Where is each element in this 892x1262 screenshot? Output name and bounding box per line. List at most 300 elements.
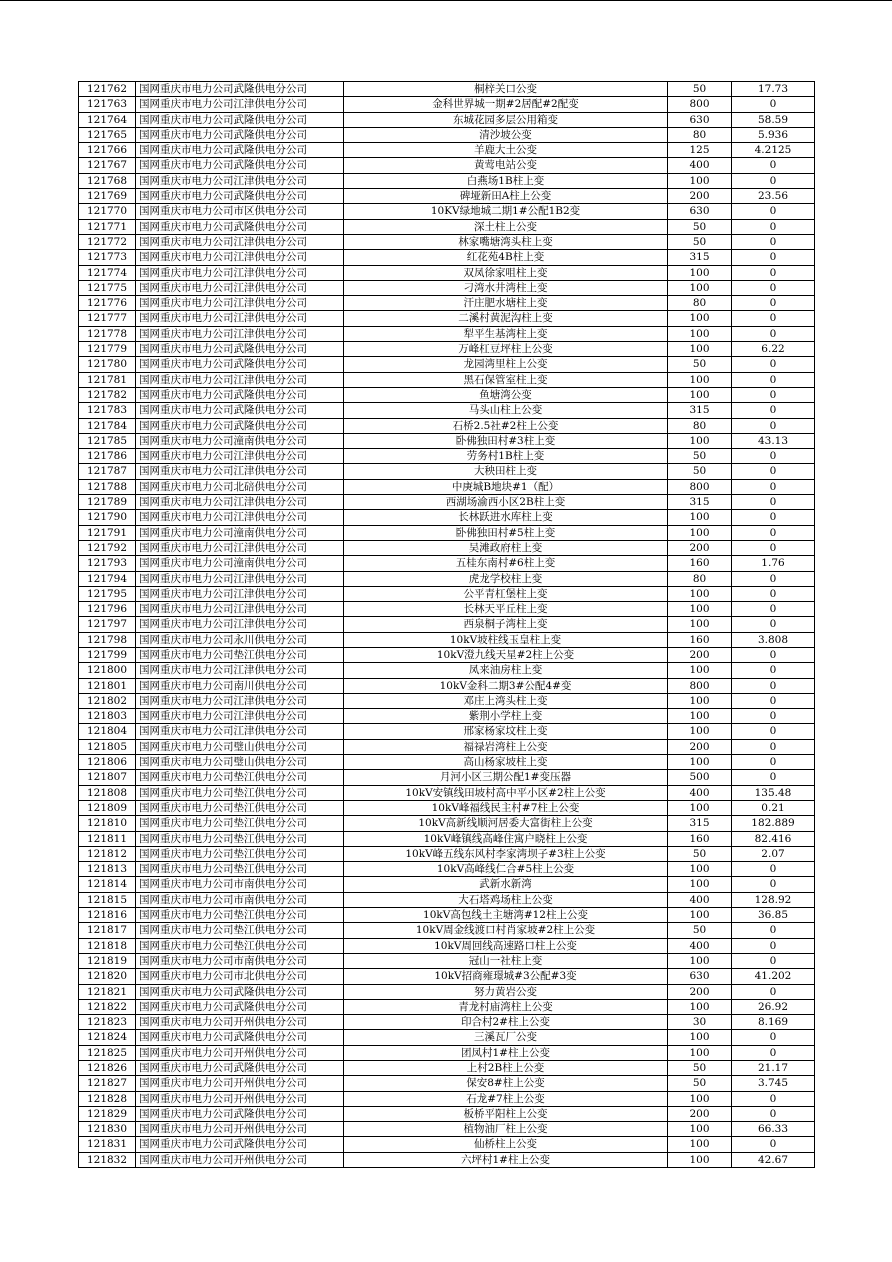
station-name: 万峰杠豆坪柱上公变 xyxy=(344,342,668,357)
row-id: 121769 xyxy=(79,189,136,204)
load-value: 0 xyxy=(732,418,815,433)
load-value: 0 xyxy=(732,1137,815,1152)
table-row xyxy=(79,127,815,142)
capacity-value: 630 xyxy=(668,204,732,219)
load-value: 0 xyxy=(732,1091,815,1106)
company-name: 国网重庆市电力公司江津供电分公司 xyxy=(136,495,344,510)
station-name: 10kV金科二期3#公配4#变 xyxy=(344,678,668,693)
station-name: 林家嘴塘湾头柱上变 xyxy=(344,234,668,249)
station-name: 黑石保管室柱上变 xyxy=(344,372,668,387)
load-value: 0 xyxy=(732,938,815,953)
table-row xyxy=(79,204,815,219)
capacity-value: 100 xyxy=(668,709,732,724)
row-id: 121785 xyxy=(79,433,136,448)
company-name: 国网重庆市电力公司江津供电分公司 xyxy=(136,693,344,708)
row-id: 121787 xyxy=(79,464,136,479)
load-value: 3.745 xyxy=(732,1076,815,1091)
capacity-value: 50 xyxy=(668,219,732,234)
capacity-value: 200 xyxy=(668,984,732,999)
table-row xyxy=(79,158,815,173)
row-id: 121782 xyxy=(79,387,136,402)
row-id: 121829 xyxy=(79,1106,136,1121)
capacity-value: 100 xyxy=(668,510,732,525)
capacity-value: 50 xyxy=(668,1061,732,1076)
capacity-value: 100 xyxy=(668,1091,732,1106)
load-value: 0.21 xyxy=(732,800,815,815)
load-value: 128.92 xyxy=(732,892,815,907)
station-name: 羊鹿大土公变 xyxy=(344,143,668,158)
company-name: 国网重庆市电力公司江津供电分公司 xyxy=(136,602,344,617)
table-row xyxy=(79,449,815,464)
capacity-value: 630 xyxy=(668,112,732,127)
row-id: 121812 xyxy=(79,846,136,861)
row-id: 121778 xyxy=(79,326,136,341)
load-value: 23.56 xyxy=(732,189,815,204)
company-name: 国网重庆市电力公司江津供电分公司 xyxy=(136,617,344,632)
load-value: 4.2125 xyxy=(732,143,815,158)
station-name: 月河小区三期公配1#变压器 xyxy=(344,770,668,785)
load-value: 41.202 xyxy=(732,969,815,984)
load-value: 0 xyxy=(732,403,815,418)
row-id: 121818 xyxy=(79,938,136,953)
load-value: 0 xyxy=(732,647,815,662)
capacity-value: 160 xyxy=(668,556,732,571)
table-row xyxy=(79,586,815,601)
table-row xyxy=(79,387,815,402)
station-name: 三溪瓦厂公变 xyxy=(344,1030,668,1045)
row-id: 121792 xyxy=(79,540,136,555)
capacity-value: 100 xyxy=(668,999,732,1014)
station-name: 红花苑4B柱上变 xyxy=(344,250,668,265)
row-id: 121815 xyxy=(79,892,136,907)
capacity-value: 100 xyxy=(668,586,732,601)
capacity-value: 100 xyxy=(668,724,732,739)
row-id: 121804 xyxy=(79,724,136,739)
station-name: 鱼塘湾公变 xyxy=(344,387,668,402)
load-value: 0 xyxy=(732,953,815,968)
capacity-value: 50 xyxy=(668,357,732,372)
company-name: 国网重庆市电力公司垫江供电分公司 xyxy=(136,923,344,938)
table-row xyxy=(79,173,815,188)
load-value: 0 xyxy=(732,724,815,739)
load-value: 135.48 xyxy=(732,785,815,800)
station-name: 汗庄肥水塘柱上变 xyxy=(344,296,668,311)
capacity-value: 400 xyxy=(668,938,732,953)
station-name: 卧佛独田村#5柱上变 xyxy=(344,525,668,540)
capacity-value: 80 xyxy=(668,296,732,311)
station-name: 10kV高包线土主塘湾#12柱上公变 xyxy=(344,908,668,923)
load-value: 2.07 xyxy=(732,846,815,861)
capacity-value: 200 xyxy=(668,1106,732,1121)
station-name: 大秧田柱上变 xyxy=(344,464,668,479)
capacity-value: 315 xyxy=(668,403,732,418)
row-id: 121798 xyxy=(79,632,136,647)
load-value: 0 xyxy=(732,571,815,586)
table-row xyxy=(79,999,815,1014)
table-row xyxy=(79,433,815,448)
capacity-value: 400 xyxy=(668,785,732,800)
station-name: 10kV周回线高速路口柱上公变 xyxy=(344,938,668,953)
capacity-value: 100 xyxy=(668,525,732,540)
table-row xyxy=(79,693,815,708)
station-name: 邢家杨家坟柱上变 xyxy=(344,724,668,739)
row-id: 121764 xyxy=(79,112,136,127)
table-row xyxy=(79,357,815,372)
load-value: 43.13 xyxy=(732,433,815,448)
capacity-value: 80 xyxy=(668,418,732,433)
row-id: 121771 xyxy=(79,219,136,234)
company-name: 国网重庆市电力公司垫江供电分公司 xyxy=(136,800,344,815)
load-value: 0 xyxy=(732,984,815,999)
table-row xyxy=(79,800,815,815)
row-id: 121831 xyxy=(79,1137,136,1152)
row-id: 121824 xyxy=(79,1030,136,1045)
company-name: 国网重庆市电力公司江津供电分公司 xyxy=(136,510,344,525)
table-row xyxy=(79,479,815,494)
row-id: 121814 xyxy=(79,877,136,892)
table-row xyxy=(79,510,815,525)
load-value: 0 xyxy=(732,1045,815,1060)
table-row xyxy=(79,1137,815,1152)
company-name: 国网重庆市电力公司江津供电分公司 xyxy=(136,97,344,112)
load-value: 0 xyxy=(732,495,815,510)
capacity-value: 200 xyxy=(668,647,732,662)
station-name: 紫荆小学柱上变 xyxy=(344,709,668,724)
company-name: 国网重庆市电力公司武隆供电分公司 xyxy=(136,189,344,204)
station-name: 10kV峰镇线高峰住寓户晓柱上公变 xyxy=(344,831,668,846)
row-id: 121819 xyxy=(79,953,136,968)
load-value: 17.73 xyxy=(732,82,815,97)
row-id: 121827 xyxy=(79,1076,136,1091)
table-row xyxy=(79,1076,815,1091)
capacity-value: 160 xyxy=(668,632,732,647)
table-row xyxy=(79,280,815,295)
table-row xyxy=(79,219,815,234)
load-value: 66.33 xyxy=(732,1122,815,1137)
station-name: 六坪村1#柱上公变 xyxy=(344,1152,668,1167)
table-row xyxy=(79,1091,815,1106)
row-id: 121825 xyxy=(79,1045,136,1060)
table-row xyxy=(79,1061,815,1076)
capacity-value: 160 xyxy=(668,831,732,846)
table-row xyxy=(79,663,815,678)
company-name: 国网重庆市电力公司武隆供电分公司 xyxy=(136,1061,344,1076)
row-id: 121770 xyxy=(79,204,136,219)
station-name: 印合村2#柱上公变 xyxy=(344,1015,668,1030)
station-name: 大石塔鸡场柱上公变 xyxy=(344,892,668,907)
row-id: 121791 xyxy=(79,525,136,540)
capacity-value: 100 xyxy=(668,372,732,387)
row-id: 121780 xyxy=(79,357,136,372)
load-value: 0 xyxy=(732,1106,815,1121)
company-name: 国网重庆市电力公司垫江供电分公司 xyxy=(136,846,344,861)
company-name: 国网重庆市电力公司武隆供电分公司 xyxy=(136,403,344,418)
row-id: 121772 xyxy=(79,234,136,249)
company-name: 国网重庆市电力公司武隆供电分公司 xyxy=(136,387,344,402)
table-row xyxy=(79,418,815,433)
capacity-value: 100 xyxy=(668,265,732,280)
row-id: 121820 xyxy=(79,969,136,984)
capacity-value: 100 xyxy=(668,602,732,617)
load-value: 0 xyxy=(732,250,815,265)
load-value: 0 xyxy=(732,479,815,494)
load-value: 6.22 xyxy=(732,342,815,357)
row-id: 121802 xyxy=(79,693,136,708)
table-row xyxy=(79,143,815,158)
load-value: 0 xyxy=(732,540,815,555)
company-name: 国网重庆市电力公司开州供电分公司 xyxy=(136,1152,344,1167)
company-name: 国网重庆市电力公司开州供电分公司 xyxy=(136,1091,344,1106)
table-row xyxy=(79,571,815,586)
load-value: 0 xyxy=(732,234,815,249)
row-id: 121808 xyxy=(79,785,136,800)
table-row xyxy=(79,540,815,555)
table-row xyxy=(79,525,815,540)
company-name: 国网重庆市电力公司江津供电分公司 xyxy=(136,173,344,188)
load-value: 0 xyxy=(732,311,815,326)
row-id: 121797 xyxy=(79,617,136,632)
company-name: 国网重庆市电力公司武隆供电分公司 xyxy=(136,158,344,173)
row-id: 121786 xyxy=(79,449,136,464)
station-name: 保安8#柱上公变 xyxy=(344,1076,668,1091)
table-row xyxy=(79,602,815,617)
company-name: 国网重庆市电力公司武隆供电分公司 xyxy=(136,82,344,97)
load-value: 0 xyxy=(732,709,815,724)
load-value: 0 xyxy=(732,265,815,280)
company-name: 国网重庆市电力公司江津供电分公司 xyxy=(136,311,344,326)
load-value: 0 xyxy=(732,862,815,877)
table-row xyxy=(79,647,815,662)
station-name: 福禄岩湾柱上公变 xyxy=(344,739,668,754)
load-value: 0 xyxy=(732,678,815,693)
station-name: 马头山柱上公变 xyxy=(344,403,668,418)
row-id: 121799 xyxy=(79,647,136,662)
station-name: 长林跃进水库柱上变 xyxy=(344,510,668,525)
table-row xyxy=(79,724,815,739)
capacity-value: 800 xyxy=(668,97,732,112)
table-row xyxy=(79,464,815,479)
table-row xyxy=(79,709,815,724)
capacity-value: 100 xyxy=(668,311,732,326)
station-name: 10kV周金线渡口村肖家坡#2柱上公变 xyxy=(344,923,668,938)
table-row xyxy=(79,877,815,892)
company-name: 国网重庆市电力公司武隆供电分公司 xyxy=(136,1030,344,1045)
load-value: 0 xyxy=(732,326,815,341)
capacity-value: 800 xyxy=(668,479,732,494)
table-row xyxy=(79,1030,815,1045)
company-name: 国网重庆市电力公司璧山供电分公司 xyxy=(136,755,344,770)
capacity-value: 50 xyxy=(668,82,732,97)
row-id: 121789 xyxy=(79,495,136,510)
station-name: 10kV澄九线天星#2柱上公变 xyxy=(344,647,668,662)
row-id: 121768 xyxy=(79,173,136,188)
station-name: 10kV高新线顺河居委大富街柱上公变 xyxy=(344,816,668,831)
table-row xyxy=(79,969,815,984)
company-name: 国网重庆市电力公司开州供电分公司 xyxy=(136,1015,344,1030)
station-name: 深土柱上公变 xyxy=(344,219,668,234)
station-name: 二溪村黄泥沟柱上变 xyxy=(344,311,668,326)
company-name: 国网重庆市电力公司江津供电分公司 xyxy=(136,296,344,311)
station-name: 白燕场1B柱上变 xyxy=(344,173,668,188)
station-name: 东城花园多层公用箱变 xyxy=(344,112,668,127)
station-name: 吴滩政府柱上变 xyxy=(344,540,668,555)
capacity-value: 100 xyxy=(668,617,732,632)
row-id: 121817 xyxy=(79,923,136,938)
table-row xyxy=(79,82,815,97)
row-id: 121793 xyxy=(79,556,136,571)
capacity-value: 100 xyxy=(668,173,732,188)
station-name: 石桥2.5社#2柱上公变 xyxy=(344,418,668,433)
capacity-value: 315 xyxy=(668,816,732,831)
company-name: 国网重庆市电力公司北碚供电分公司 xyxy=(136,479,344,494)
company-name: 国网重庆市电力公司璧山供电分公司 xyxy=(136,739,344,754)
company-name: 国网重庆市电力公司垫江供电分公司 xyxy=(136,908,344,923)
table-row xyxy=(79,250,815,265)
table-row xyxy=(79,1015,815,1030)
company-name: 国网重庆市电力公司武隆供电分公司 xyxy=(136,357,344,372)
row-id: 121821 xyxy=(79,984,136,999)
load-value: 0 xyxy=(732,602,815,617)
load-value: 42.67 xyxy=(732,1152,815,1167)
company-name: 国网重庆市电力公司武隆供电分公司 xyxy=(136,1106,344,1121)
table-row xyxy=(79,908,815,923)
capacity-value: 100 xyxy=(668,800,732,815)
row-id: 121775 xyxy=(79,280,136,295)
station-name: 植物油厂柱上公变 xyxy=(344,1122,668,1137)
company-name: 国网重庆市电力公司江津供电分公司 xyxy=(136,449,344,464)
load-value: 0 xyxy=(732,877,815,892)
load-value: 0 xyxy=(732,739,815,754)
company-name: 国网重庆市电力公司潼南供电分公司 xyxy=(136,556,344,571)
table-row xyxy=(79,816,815,831)
company-name: 国网重庆市电力公司江津供电分公司 xyxy=(136,280,344,295)
station-name: 中庚城B地块#1（配） xyxy=(344,479,668,494)
row-id: 121832 xyxy=(79,1152,136,1167)
table-row xyxy=(79,862,815,877)
capacity-value: 30 xyxy=(668,1015,732,1030)
load-value: 0 xyxy=(732,464,815,479)
station-name: 板桥平阳柱上公变 xyxy=(344,1106,668,1121)
company-name: 国网重庆市电力公司开州供电分公司 xyxy=(136,1122,344,1137)
load-value: 1.76 xyxy=(732,556,815,571)
station-name: 石龙#7柱上公变 xyxy=(344,1091,668,1106)
capacity-value: 50 xyxy=(668,1076,732,1091)
company-name: 国网重庆市电力公司市北供电分公司 xyxy=(136,969,344,984)
table-row xyxy=(79,678,815,693)
capacity-value: 100 xyxy=(668,342,732,357)
station-name: 碑垭新田A柱上公变 xyxy=(344,189,668,204)
company-name: 国网重庆市电力公司武隆供电分公司 xyxy=(136,418,344,433)
table-row xyxy=(79,938,815,953)
table-row xyxy=(79,112,815,127)
company-name: 国网重庆市电力公司武隆供电分公司 xyxy=(136,984,344,999)
station-name: 青龙村庙湾柱上公变 xyxy=(344,999,668,1014)
load-value: 8.169 xyxy=(732,1015,815,1030)
row-id: 121811 xyxy=(79,831,136,846)
load-value: 0 xyxy=(732,693,815,708)
station-name: 五桂东南村#6柱上变 xyxy=(344,556,668,571)
row-id: 121810 xyxy=(79,816,136,831)
company-name: 国网重庆市电力公司潼南供电分公司 xyxy=(136,525,344,540)
company-name: 国网重庆市电力公司江津供电分公司 xyxy=(136,724,344,739)
station-name: 虎龙学校柱上变 xyxy=(344,571,668,586)
table-row xyxy=(79,342,815,357)
data-table xyxy=(78,81,815,1168)
station-name: 卧佛独田村#3柱上变 xyxy=(344,433,668,448)
table-row xyxy=(79,984,815,999)
capacity-value: 200 xyxy=(668,739,732,754)
capacity-value: 100 xyxy=(668,862,732,877)
table-row xyxy=(79,556,815,571)
table-row xyxy=(79,1122,815,1137)
company-name: 国网重庆市电力公司江津供电分公司 xyxy=(136,571,344,586)
row-id: 121823 xyxy=(79,1015,136,1030)
company-name: 国网重庆市电力公司江津供电分公司 xyxy=(136,234,344,249)
load-value: 0 xyxy=(732,449,815,464)
load-value: 58.59 xyxy=(732,112,815,127)
load-value: 21.17 xyxy=(732,1061,815,1076)
station-name: 刁湾水井湾柱上变 xyxy=(344,280,668,295)
capacity-value: 50 xyxy=(668,923,732,938)
capacity-value: 100 xyxy=(668,1030,732,1045)
row-id: 121767 xyxy=(79,158,136,173)
company-name: 国网重庆市电力公司武隆供电分公司 xyxy=(136,143,344,158)
company-name: 国网重庆市电力公司市区供电分公司 xyxy=(136,204,344,219)
row-id: 121795 xyxy=(79,586,136,601)
load-value: 0 xyxy=(732,280,815,295)
station-name: 黄莺电站公变 xyxy=(344,158,668,173)
capacity-value: 80 xyxy=(668,571,732,586)
company-name: 国网重庆市电力公司南川供电分公司 xyxy=(136,678,344,693)
station-name: 龙园湾里柱上公变 xyxy=(344,357,668,372)
row-id: 121816 xyxy=(79,908,136,923)
station-name: 10kV峰五线东风村李家湾坝子#3柱上公变 xyxy=(344,846,668,861)
row-id: 121783 xyxy=(79,403,136,418)
row-id: 121806 xyxy=(79,755,136,770)
capacity-value: 100 xyxy=(668,908,732,923)
row-id: 121826 xyxy=(79,1061,136,1076)
table-row xyxy=(79,923,815,938)
row-id: 121774 xyxy=(79,265,136,280)
capacity-value: 100 xyxy=(668,693,732,708)
load-value: 5.936 xyxy=(732,127,815,142)
capacity-value: 100 xyxy=(668,1045,732,1060)
capacity-value: 100 xyxy=(668,755,732,770)
company-name: 国网重庆市电力公司潼南供电分公司 xyxy=(136,433,344,448)
row-id: 121777 xyxy=(79,311,136,326)
company-name: 国网重庆市电力公司江津供电分公司 xyxy=(136,586,344,601)
station-name: 长林天平丘柱上变 xyxy=(344,602,668,617)
load-value: 0 xyxy=(732,357,815,372)
table-row xyxy=(79,632,815,647)
row-id: 121828 xyxy=(79,1091,136,1106)
load-value: 0 xyxy=(732,219,815,234)
capacity-value: 50 xyxy=(668,846,732,861)
station-name: 清沙坡公变 xyxy=(344,127,668,142)
station-name: 10kV高峰线仁合#5柱上公变 xyxy=(344,862,668,877)
company-name: 国网重庆市电力公司垫江供电分公司 xyxy=(136,831,344,846)
load-value: 0 xyxy=(732,510,815,525)
company-name: 国网重庆市电力公司市南供电分公司 xyxy=(136,892,344,907)
company-name: 国网重庆市电力公司江津供电分公司 xyxy=(136,709,344,724)
page-top-rule xyxy=(0,0,892,1)
load-value: 0 xyxy=(732,1030,815,1045)
row-id: 121803 xyxy=(79,709,136,724)
station-name: 西泉桐子湾柱上变 xyxy=(344,617,668,632)
load-value: 0 xyxy=(732,158,815,173)
row-id: 121800 xyxy=(79,663,136,678)
load-value: 0 xyxy=(732,372,815,387)
